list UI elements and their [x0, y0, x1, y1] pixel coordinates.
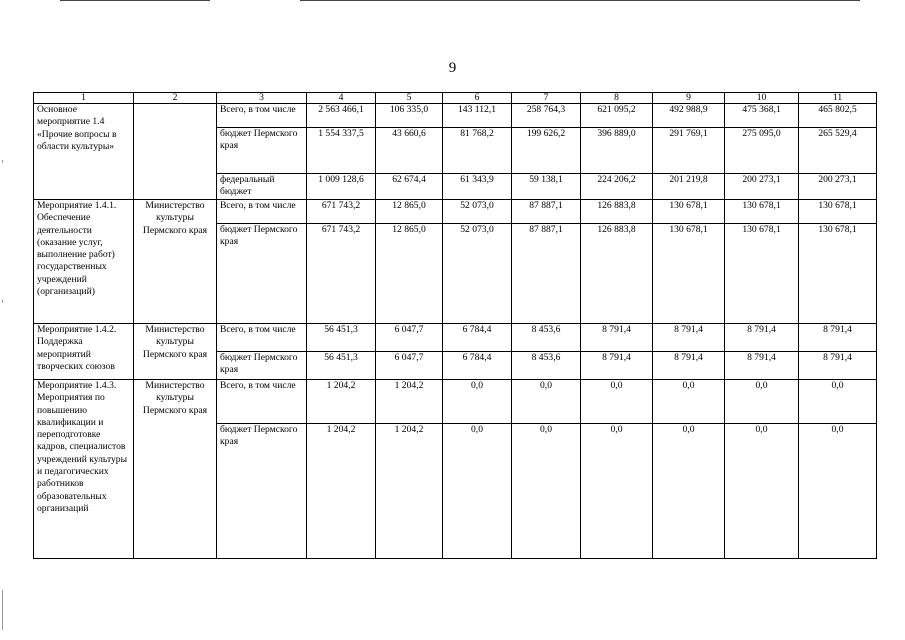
amount-cell: 87 887,1 [512, 224, 581, 324]
amount-cell: 200 273,1 [725, 174, 799, 200]
amount-cell: 8 791,4 [581, 352, 653, 380]
amount-cell: 0,0 [581, 424, 653, 559]
amount-cell: 12 865,0 [376, 224, 443, 324]
amount-cell: 130 678,1 [799, 224, 877, 324]
amount-cell: 201 219,8 [653, 174, 725, 200]
amount-cell: 1 554 337,5 [307, 128, 376, 174]
amount-cell: 1 204,2 [307, 380, 376, 424]
amount-cell: 59 138,1 [512, 174, 581, 200]
scan-edge-mark [2, 300, 3, 303]
amount-cell: 130 678,1 [653, 224, 725, 324]
measure-title-cell: Основное мероприятие 1.4 «Прочие вопросы в области культуры» [34, 104, 134, 200]
amount-cell: 143 112,1 [443, 104, 512, 128]
amount-cell: 2 563 466,1 [307, 104, 376, 128]
amount-cell: 8 791,4 [799, 352, 877, 380]
scan-edge-line [300, 0, 860, 1]
amount-cell: 56 451,3 [307, 352, 376, 380]
amount-cell: 0,0 [653, 424, 725, 559]
amount-cell: 12 865,0 [376, 200, 443, 224]
amount-cell: 275 095,0 [725, 128, 799, 174]
amount-cell: 200 273,1 [799, 174, 877, 200]
amount-cell: 8 453,6 [512, 352, 581, 380]
amount-cell: 0,0 [443, 380, 512, 424]
column-header: 4 [307, 93, 376, 104]
amount-cell: 8 791,4 [725, 352, 799, 380]
scan-edge-mark [2, 160, 3, 163]
amount-cell: 0,0 [653, 380, 725, 424]
amount-cell: 8 791,4 [581, 324, 653, 352]
amount-cell: 492 988,9 [653, 104, 725, 128]
amount-cell: 199 626,2 [512, 128, 581, 174]
column-header: 6 [443, 93, 512, 104]
measure-title-cell: Мероприятие 1.4.3. Мероприятия по повышению квалификации и переподготовке кадров, специалистов учреждений культуры и педагогических работников образовательных организаций [34, 380, 134, 559]
amount-cell: 43 660,6 [376, 128, 443, 174]
funding-source-cell: Всего, в том числе [217, 380, 307, 424]
amount-cell: 81 768,2 [443, 128, 512, 174]
column-header: 3 [217, 93, 307, 104]
amount-cell: 8 791,4 [653, 352, 725, 380]
scan-edge-mark [2, 590, 3, 630]
table-row [34, 380, 877, 424]
funding-source-cell: федеральный бюджет [217, 174, 307, 200]
funding-source-cell: Всего, в том числе [217, 104, 307, 128]
column-header: 7 [512, 93, 581, 104]
amount-cell: 258 764,3 [512, 104, 581, 128]
funding-source-cell: бюджет Пермского края [217, 352, 307, 380]
column-header: 9 [653, 93, 725, 104]
amount-cell: 130 678,1 [725, 224, 799, 324]
amount-cell: 52 073,0 [443, 200, 512, 224]
page-number: 9 [448, 60, 457, 76]
amount-cell: 1 204,2 [376, 424, 443, 559]
amount-cell: 8 791,4 [653, 324, 725, 352]
amount-cell: 6 784,4 [443, 324, 512, 352]
amount-cell: 475 368,1 [725, 104, 799, 128]
amount-cell: 6 047,7 [376, 324, 443, 352]
amount-cell: 0,0 [799, 380, 877, 424]
amount-cell: 0,0 [725, 424, 799, 559]
amount-cell: 291 769,1 [653, 128, 725, 174]
column-header: 5 [376, 93, 443, 104]
amount-cell: 0,0 [443, 424, 512, 559]
funding-source-cell: бюджет Пермского края [217, 224, 307, 324]
amount-cell: 87 887,1 [512, 200, 581, 224]
column-header: 8 [581, 93, 653, 104]
responsible-executor-cell: Министерство культуры Пермского края [134, 200, 217, 324]
amount-cell: 1 009 128,6 [307, 174, 376, 200]
amount-cell: 0,0 [725, 380, 799, 424]
measure-title-cell: Мероприятие 1.4.2. Поддержка мероприятий творческих союзов [34, 324, 134, 380]
funding-source-cell: бюджет Пермского края [217, 128, 307, 174]
amount-cell: 224 206,2 [581, 174, 653, 200]
amount-cell: 621 095,2 [581, 104, 653, 128]
table-row [34, 324, 877, 352]
amount-cell: 130 678,1 [653, 200, 725, 224]
amount-cell: 1 204,2 [376, 380, 443, 424]
funding-source-cell: Всего, в том числе [217, 324, 307, 352]
header-row [34, 93, 877, 104]
budget-table [33, 92, 877, 559]
amount-cell: 671 743,2 [307, 200, 376, 224]
amount-cell: 62 674,4 [376, 174, 443, 200]
amount-cell: 0,0 [512, 380, 581, 424]
funding-source-cell: бюджет Пермского края [217, 424, 307, 559]
column-header: 2 [134, 93, 217, 104]
amount-cell: 6 047,7 [376, 352, 443, 380]
funding-source-cell: Всего, в том числе [217, 200, 307, 224]
responsible-executor-cell: Министерство культуры Пермского края [134, 380, 217, 559]
amount-cell: 130 678,1 [799, 200, 877, 224]
amount-cell: 8 791,4 [799, 324, 877, 352]
responsible-executor-cell: Министерство культуры Пермского края [134, 324, 217, 380]
column-header: 1 [34, 93, 134, 104]
amount-cell: 106 335,0 [376, 104, 443, 128]
amount-cell: 8 453,6 [512, 324, 581, 352]
column-header: 11 [799, 93, 877, 104]
amount-cell: 56 451,3 [307, 324, 376, 352]
amount-cell: 52 073,0 [443, 224, 512, 324]
amount-cell: 126 883,8 [581, 200, 653, 224]
amount-cell: 130 678,1 [725, 200, 799, 224]
amount-cell: 0,0 [581, 380, 653, 424]
scan-edge-line [60, 0, 210, 1]
amount-cell: 1 204,2 [307, 424, 376, 559]
amount-cell: 671 743,2 [307, 224, 376, 324]
amount-cell: 265 529,4 [799, 128, 877, 174]
responsible-executor-cell [134, 104, 217, 200]
amount-cell: 396 889,0 [581, 128, 653, 174]
measure-title-cell: Мероприятие 1.4.1. Обеспечение деятельности (оказание услуг, выполнение работ) государственных учреждений (организаций) [34, 200, 134, 324]
amount-cell: 0,0 [512, 424, 581, 559]
table-row [34, 104, 877, 128]
amount-cell: 6 784,4 [443, 352, 512, 380]
column-header: 10 [725, 93, 799, 104]
amount-cell: 126 883,8 [581, 224, 653, 324]
amount-cell: 0,0 [799, 424, 877, 559]
amount-cell: 465 802,5 [799, 104, 877, 128]
amount-cell: 61 343,9 [443, 174, 512, 200]
table-row [34, 200, 877, 224]
amount-cell: 8 791,4 [725, 324, 799, 352]
